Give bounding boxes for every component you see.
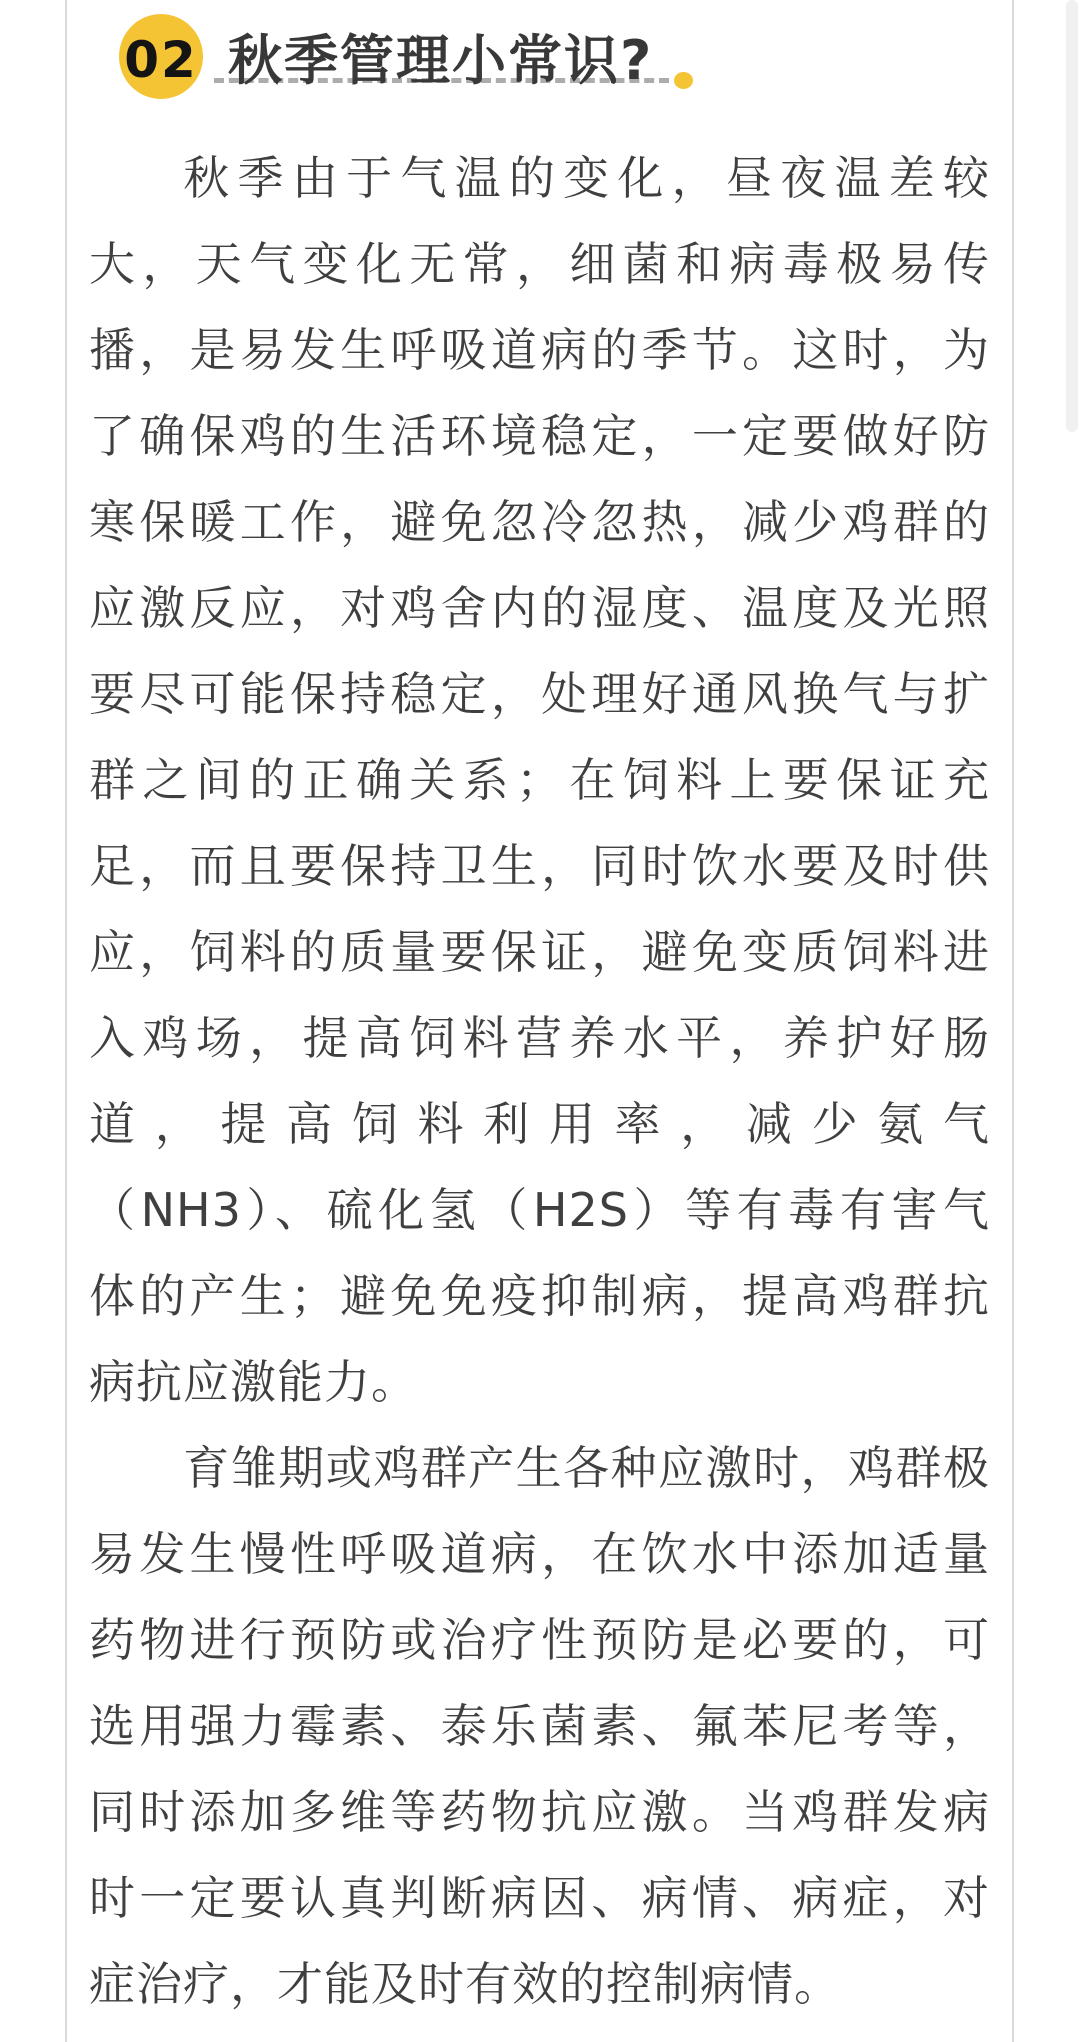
text-line: 育雏期或鸡群产生各种应激时，鸡群极 xyxy=(183,1441,990,1495)
text-line: 时一定要认真判断病因、病情、病症，对 xyxy=(89,1871,990,1925)
text-line: 病抗应激能力。 xyxy=(89,1355,418,1409)
text-line: 群之间的正确关系；在饲料上要保证充 xyxy=(89,753,990,807)
section-header xyxy=(67,0,1012,122)
text-line: 寒保暖工作，避免忽冷忽热，减少鸡群的 xyxy=(89,495,990,549)
text-line: （NH3）、硫化氢（H2S）等有毒有害气 xyxy=(89,1183,990,1237)
text-line: 大，天气变化无常，细菌和病毒极易传 xyxy=(89,237,990,291)
section-number: 02 xyxy=(124,30,198,89)
article-body xyxy=(67,122,1012,2027)
section-title: 秋季管理小常识? xyxy=(228,29,654,92)
text-line: 应激反应，对鸡舍内的湿度、温度及光照 xyxy=(89,581,990,635)
text-line: 同时添加多维等药物抗应激。当鸡群发病 xyxy=(89,1785,990,1839)
text-line: 症治疗，才能及时有效的控制病情。 xyxy=(89,1957,841,2011)
section-number-badge xyxy=(119,14,203,99)
text-line: 要尽可能保持稳定，处理好通风换气与扩 xyxy=(89,667,990,721)
text-line: 体的产生；避免免疫抑制病，提高鸡群抗 xyxy=(89,1269,990,1323)
text-line: 药物进行预防或治疗性预防是必要的，可 xyxy=(89,1613,990,1667)
scrollbar-thumb[interactable] xyxy=(1066,0,1078,432)
text-line: 足，而且要保持卫生，同时饮水要及时供 xyxy=(89,839,990,893)
text-line: 播，是易发生呼吸道病的季节。这时，为 xyxy=(89,323,990,377)
text-line: 选用强力霉素、泰乐菌素、氟苯尼考等， xyxy=(89,1699,990,1753)
text-line: 易发生慢性呼吸道病，在饮水中添加适量 xyxy=(89,1527,990,1581)
text-line: 道，提高饲料利用率，减少氨气 xyxy=(89,1097,990,1151)
text-line: 秋季由于气温的变化，昼夜温差较 xyxy=(183,151,990,205)
text-line: 了确保鸡的生活环境稳定，一定要做好防 xyxy=(89,409,990,463)
text-line: 应，饲料的质量要保证，避免变质饲料进 xyxy=(89,925,990,979)
yellow-dot-icon xyxy=(674,72,693,89)
text-line: 入鸡场，提高饲料营养水平，养护好肠 xyxy=(89,1011,990,1065)
content-card xyxy=(65,0,1014,2042)
